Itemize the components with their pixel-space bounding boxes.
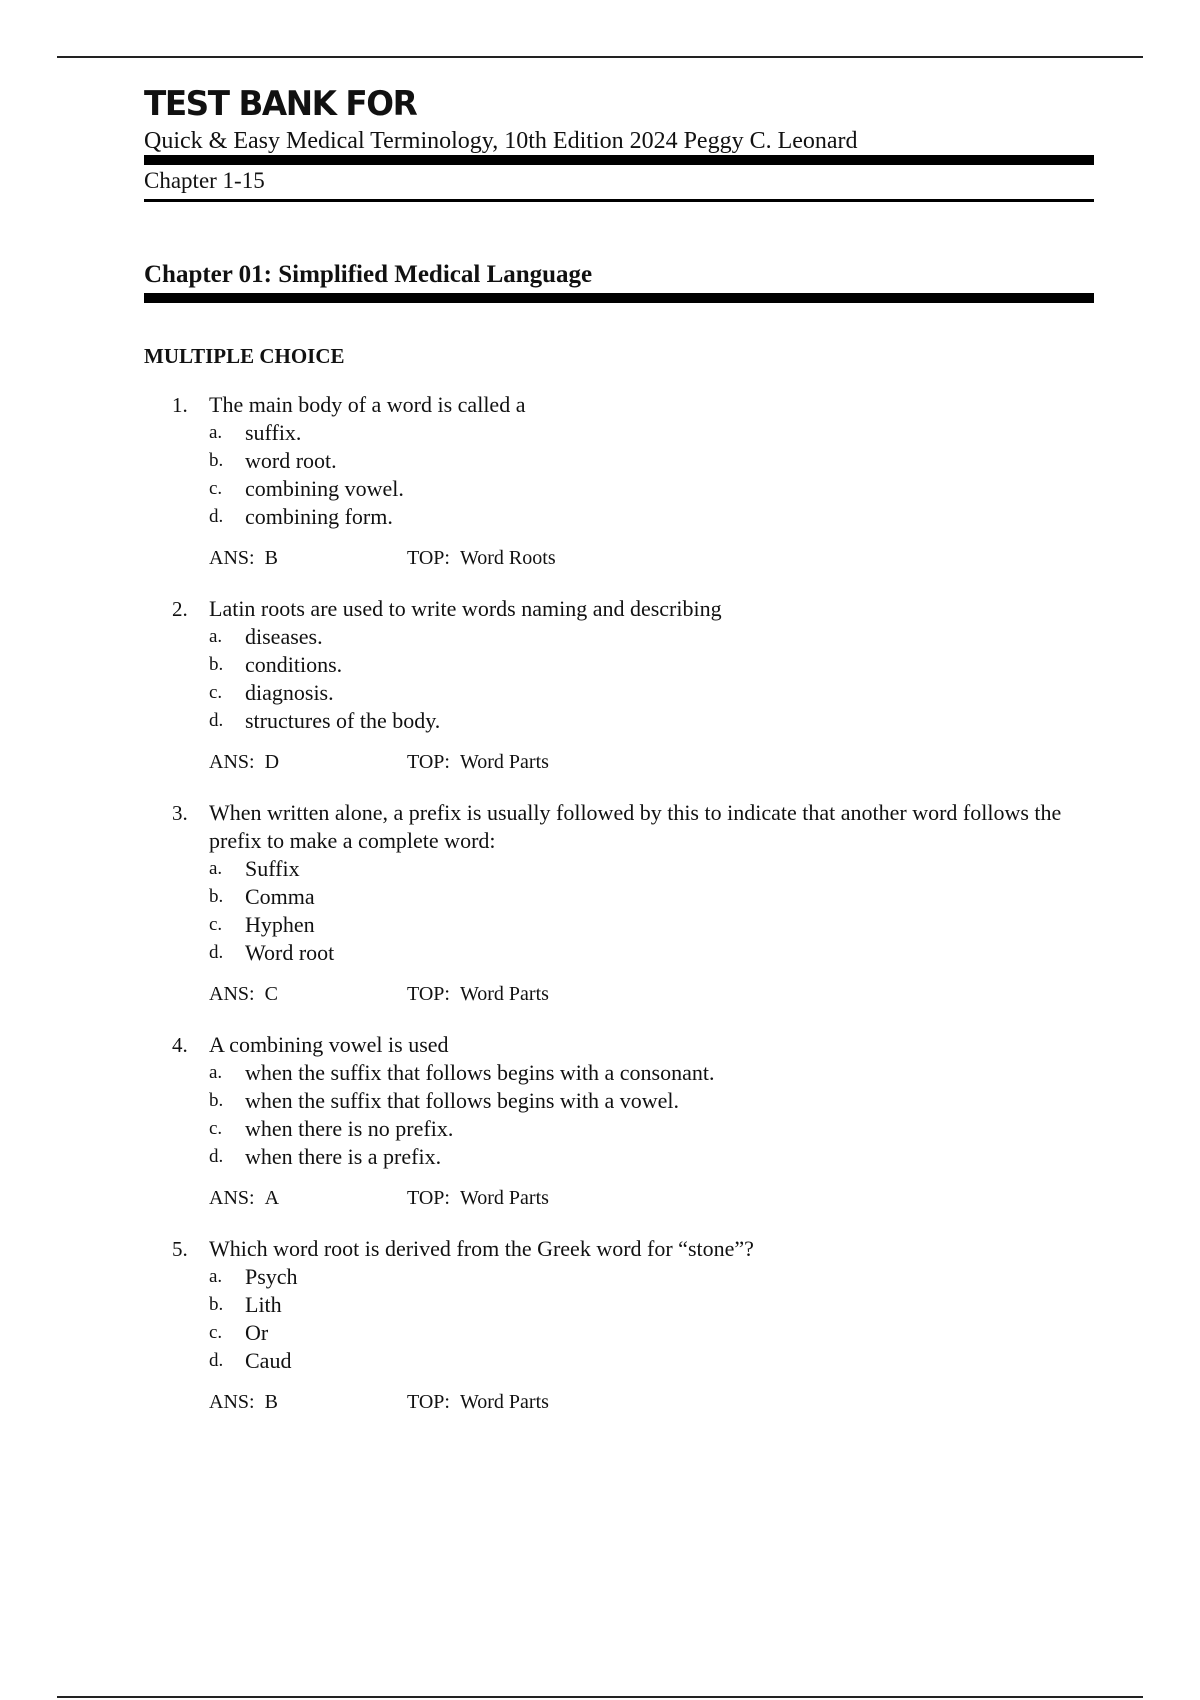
topic-value: Word Roots — [459, 547, 556, 569]
option-list — [209, 1263, 1094, 1375]
section-heading: MULTIPLE CHOICE — [144, 344, 345, 368]
option-letter: a. — [209, 1266, 223, 1287]
option-item — [209, 1143, 1094, 1171]
option-letter: c. — [209, 682, 223, 703]
option-text: structures of the body. — [245, 708, 441, 733]
option-text: when the suffix that follows begins with a vowel. — [245, 1088, 680, 1113]
option-item — [209, 623, 1094, 651]
option-text: diagnosis. — [245, 680, 334, 705]
question-number: 5. — [172, 1237, 188, 1261]
option-letter: b. — [209, 886, 224, 907]
answer-value: D — [264, 751, 280, 773]
document-title: TEST BANK FOR — [144, 84, 417, 124]
topic — [407, 1389, 549, 1415]
question-item — [144, 595, 1094, 775]
answer-label: ANS: — [209, 983, 255, 1005]
answer — [209, 981, 407, 1007]
option-text: conditions. — [245, 652, 343, 677]
question-stem: Which word root is derived from the Greek word for “stone”? — [209, 1236, 754, 1261]
answer-line — [209, 1185, 1094, 1211]
book-title: Quick & Easy Medical Terminology, 10th Edition 2024 Peggy C. Leonard — [144, 128, 858, 154]
option-letter: b. — [209, 1090, 224, 1111]
topic-label: TOP: — [407, 983, 450, 1005]
option-letter: b. — [209, 654, 224, 675]
bottom-border-rule — [57, 1696, 1143, 1698]
chapter-divider — [144, 293, 1094, 303]
option-letter: b. — [209, 450, 224, 471]
answer-value: C — [264, 983, 278, 1005]
option-item — [209, 1291, 1094, 1319]
option-text: Comma — [245, 884, 315, 909]
option-item — [209, 679, 1094, 707]
question-number: 3. — [172, 801, 188, 825]
question-number: 1. — [172, 393, 188, 417]
option-text: Lith — [245, 1292, 282, 1317]
answer-label: ANS: — [209, 1187, 255, 1209]
option-text: Hyphen — [245, 912, 315, 937]
topic — [407, 749, 549, 775]
option-list — [209, 419, 1094, 531]
option-list — [209, 1059, 1094, 1171]
option-letter: a. — [209, 1062, 223, 1083]
option-item — [209, 503, 1094, 531]
option-item — [209, 1087, 1094, 1115]
option-text: Word root — [245, 940, 335, 965]
question-list — [144, 391, 1094, 1415]
option-letter: b. — [209, 1294, 224, 1315]
answer-line — [209, 981, 1094, 1007]
topic-value: Word Parts — [459, 983, 549, 1005]
option-item — [209, 883, 1094, 911]
question-item — [144, 391, 1094, 571]
option-letter: d. — [209, 1350, 224, 1371]
answer-value: B — [264, 1391, 278, 1413]
question-item — [144, 1031, 1094, 1211]
question-number: 2. — [172, 597, 188, 621]
topic-label: TOP: — [407, 1391, 450, 1413]
topic — [407, 1185, 549, 1211]
answer-line — [209, 749, 1094, 775]
answer — [209, 1389, 407, 1415]
option-text: when the suffix that follows begins with a consonant. — [245, 1060, 715, 1085]
topic-label: TOP: — [407, 547, 450, 569]
option-item — [209, 419, 1094, 447]
option-item — [209, 447, 1094, 475]
option-item — [209, 855, 1094, 883]
option-text: suffix. — [245, 420, 302, 445]
topic-value: Word Parts — [459, 1391, 549, 1413]
option-item — [209, 475, 1094, 503]
option-letter: d. — [209, 710, 224, 731]
option-list — [209, 855, 1094, 967]
topic-value: Word Parts — [459, 751, 549, 773]
question-item — [144, 1235, 1094, 1415]
option-text: combining form. — [245, 504, 393, 529]
option-letter: c. — [209, 1118, 223, 1139]
option-letter: a. — [209, 422, 223, 443]
option-item — [209, 1115, 1094, 1143]
option-text: Caud — [245, 1348, 292, 1373]
topic-label: TOP: — [407, 751, 450, 773]
question-item — [144, 799, 1094, 1007]
option-text: word root. — [245, 448, 337, 473]
option-item — [209, 1263, 1094, 1291]
option-letter: c. — [209, 914, 223, 935]
chapter-range: Chapter 1-15 — [144, 168, 265, 193]
option-letter: d. — [209, 506, 224, 527]
question-number: 4. — [172, 1033, 188, 1057]
option-item — [209, 939, 1094, 967]
answer — [209, 545, 407, 571]
top-border-rule — [57, 56, 1143, 58]
option-letter: d. — [209, 1146, 224, 1167]
topic — [407, 981, 549, 1007]
option-letter: d. — [209, 942, 224, 963]
option-item — [209, 707, 1094, 735]
answer-line — [209, 545, 1094, 571]
option-text: when there is no prefix. — [245, 1116, 454, 1141]
topic-label: TOP: — [407, 1187, 450, 1209]
option-item — [209, 911, 1094, 939]
topic-value: Word Parts — [459, 1187, 549, 1209]
option-item — [209, 1347, 1094, 1375]
answer-label: ANS: — [209, 547, 255, 569]
answer-label: ANS: — [209, 1391, 255, 1413]
question-stem: The main body of a word is called a — [209, 392, 526, 417]
option-item — [209, 651, 1094, 679]
option-text: Psych — [245, 1264, 298, 1289]
option-letter: c. — [209, 1322, 223, 1343]
answer — [209, 749, 407, 775]
option-letter: a. — [209, 626, 223, 647]
title-divider — [144, 155, 1094, 165]
answer-line — [209, 1389, 1094, 1415]
header-bottom-rule — [144, 199, 1094, 202]
topic — [407, 545, 556, 571]
answer-label: ANS: — [209, 751, 255, 773]
answer-value: A — [264, 1187, 280, 1209]
document-body — [144, 84, 1094, 1439]
option-text: Or — [245, 1320, 269, 1345]
question-stem: Latin roots are used to write words naming and describing — [209, 596, 722, 621]
question-stem: A combining vowel is used — [209, 1032, 449, 1057]
chapter-heading: Chapter 01: Simplified Medical Language — [144, 261, 593, 288]
option-item — [209, 1059, 1094, 1087]
option-list — [209, 623, 1094, 735]
option-text: combining vowel. — [245, 476, 404, 501]
option-text: Suffix — [245, 856, 300, 881]
answer-value: B — [264, 547, 278, 569]
option-letter: c. — [209, 478, 223, 499]
answer — [209, 1185, 407, 1211]
question-stem: When written alone, a prefix is usually followed by this to indicate that another word follows the prefix to make a complete word: — [209, 800, 1062, 853]
option-letter: a. — [209, 858, 223, 879]
option-item — [209, 1319, 1094, 1347]
option-text: diseases. — [245, 624, 323, 649]
option-text: when there is a prefix. — [245, 1144, 442, 1169]
